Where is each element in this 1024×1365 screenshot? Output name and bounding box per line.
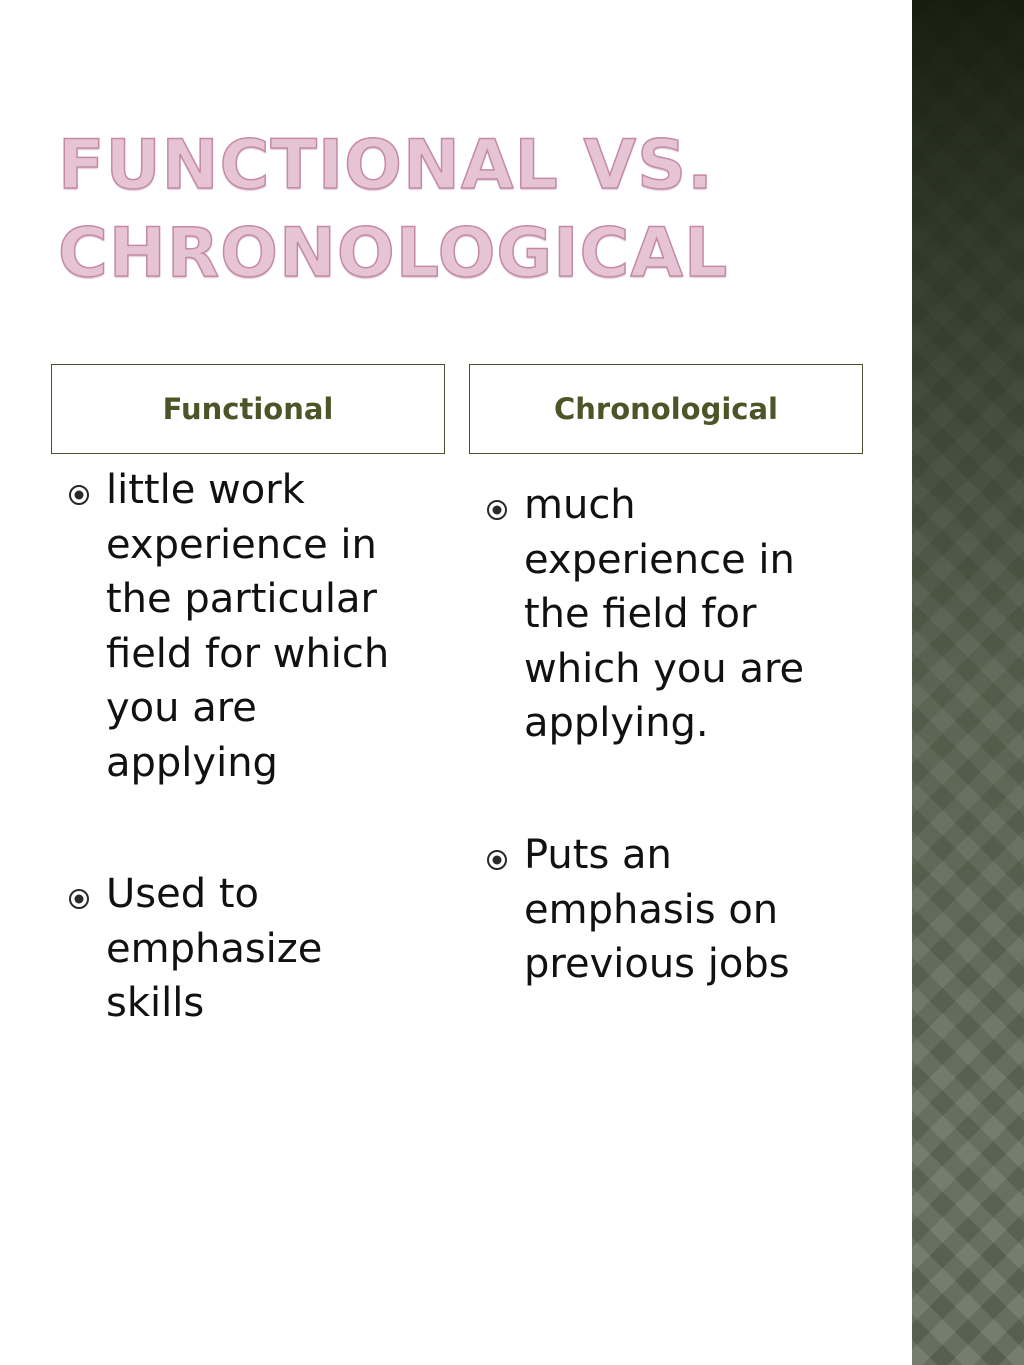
- title-line-2: CHRONOLOGICAL: [58, 214, 729, 293]
- bullet-text: much experience in the field for which you are applying.: [524, 482, 805, 746]
- column-header-chronological: Chronological: [469, 364, 863, 454]
- slide-title: [58, 122, 878, 298]
- column-header-functional: Functional: [51, 364, 445, 454]
- title-line-1: FUNCTIONAL VS.: [58, 126, 714, 205]
- list-item: [524, 828, 824, 992]
- list-item: [106, 463, 436, 790]
- list-item: [524, 478, 824, 751]
- circled-dot-bullet-icon: [486, 849, 508, 871]
- circled-dot-bullet-icon: [68, 888, 90, 910]
- bullet-text: Used to emphasize skills: [106, 871, 323, 1026]
- decorative-side-band: [912, 0, 1024, 1365]
- bullet-text: Puts an emphasis on previous jobs: [524, 832, 790, 987]
- circled-dot-bullet-icon: [68, 484, 90, 506]
- bullet-text: little work experience in the particular field for which you are applying: [106, 467, 390, 786]
- circled-dot-bullet-icon: [486, 499, 508, 521]
- list-item: [106, 867, 406, 1031]
